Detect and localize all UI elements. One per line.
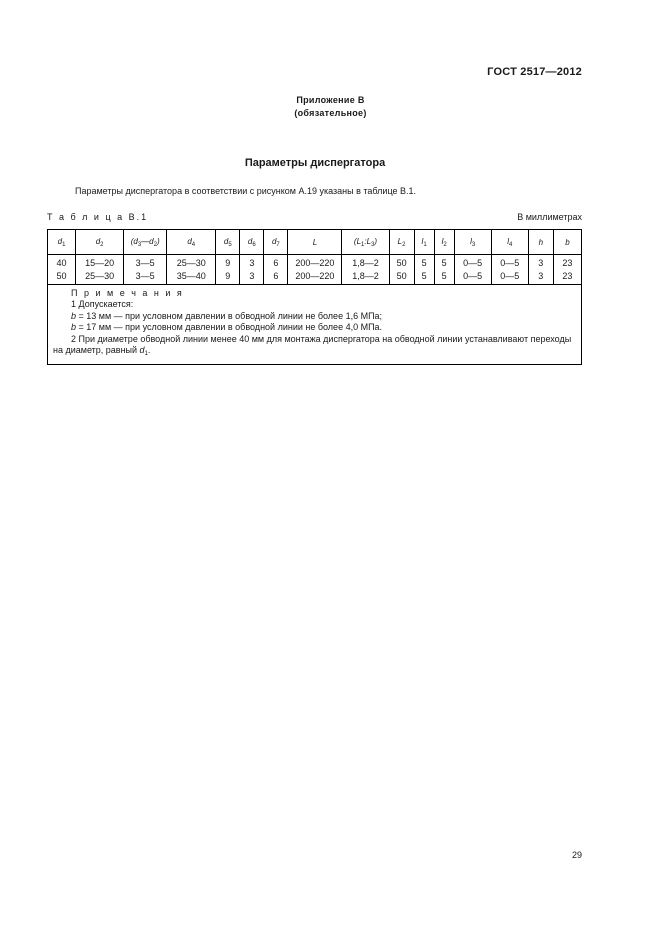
table-cell: 3 bbox=[528, 255, 553, 271]
col-header-d5: $d_5$ bbox=[216, 230, 240, 255]
note-2: 2 При диаметре обводной линии менее 40 мм для монтажа диспергатора на обводной линии устанавливают переходы на диаметр, равный $d_1$. bbox=[53, 333, 572, 358]
table-cell: 3 bbox=[240, 255, 264, 271]
col-header-L1-L3: $(L_1:L_3)$ bbox=[342, 230, 389, 255]
col-header-d4: $d_4$ bbox=[167, 230, 216, 255]
table-cell: 3 bbox=[240, 270, 264, 285]
parameters-table bbox=[47, 229, 582, 365]
table-header-row bbox=[48, 230, 582, 255]
table-cell: 9 bbox=[216, 270, 240, 285]
appendix-title: Приложение В bbox=[296, 95, 365, 105]
table-cell: 23 bbox=[553, 255, 581, 271]
table-cell: 5 bbox=[414, 270, 434, 285]
intro-paragraph: Параметры диспергатора в соответствии с рисунком А.19 указаны в таблице В.1. bbox=[75, 186, 417, 196]
table-row bbox=[48, 255, 582, 271]
table-cell: 3 bbox=[528, 270, 553, 285]
table-cell: 50 bbox=[389, 270, 414, 285]
table-cell: 200—220 bbox=[288, 255, 342, 271]
standard-number: ГОСТ 2517—2012 bbox=[487, 66, 582, 78]
col-header-d6: $d_6$ bbox=[240, 230, 264, 255]
col-header-d2: $d_2$ bbox=[76, 230, 124, 255]
table-caption: Т а б л и ц а В.1 bbox=[47, 212, 149, 222]
notes-heading: П р и м е ч а н и я bbox=[71, 288, 184, 298]
table-cell: 5 bbox=[434, 270, 454, 285]
table-cell: 5 bbox=[434, 255, 454, 271]
col-header-d1: $d_1$ bbox=[48, 230, 76, 255]
table-row bbox=[48, 270, 582, 285]
table-cell: 0—5 bbox=[454, 270, 491, 285]
table-cell: 0—5 bbox=[491, 270, 528, 285]
col-header-d3-d2: $(d_3—d_2)$ bbox=[124, 230, 167, 255]
table-cell: 50 bbox=[48, 270, 76, 285]
col-header-l1: $l_1$ bbox=[414, 230, 434, 255]
col-header-l3: $l_3$ bbox=[454, 230, 491, 255]
page-number: 29 bbox=[571, 850, 582, 860]
table-cell: 200—220 bbox=[288, 270, 342, 285]
table-cell: 35—40 bbox=[167, 270, 216, 285]
table-notes bbox=[48, 285, 582, 365]
col-header-l2: $l_2$ bbox=[434, 230, 454, 255]
table-cell: 6 bbox=[264, 270, 288, 285]
table-cell: 15—20 bbox=[76, 255, 124, 271]
table-cell: 3—5 bbox=[124, 255, 167, 271]
note-1a: b = 13 мм — при условном давлении в обводной линии не более 1,6 МПа; bbox=[71, 310, 383, 321]
table-cell: 50 bbox=[389, 255, 414, 271]
table-notes-row bbox=[48, 285, 582, 365]
table-cell: 3—5 bbox=[124, 270, 167, 285]
col-header-b: b bbox=[553, 230, 581, 255]
table-cell: 40 bbox=[48, 255, 76, 271]
table-cell: 0—5 bbox=[454, 255, 491, 271]
table-cell: 1,8—2 bbox=[342, 270, 389, 285]
col-header-d7: $d_7$ bbox=[264, 230, 288, 255]
table-cell: 25—30 bbox=[167, 255, 216, 271]
table-cell: 0—5 bbox=[491, 255, 528, 271]
table-cell: 5 bbox=[414, 255, 434, 271]
table-cell: 9 bbox=[216, 255, 240, 271]
col-header-L: L bbox=[288, 230, 342, 255]
table-cell: 23 bbox=[553, 270, 581, 285]
note-1b: b = 17 мм — при условном давлении в обводной линии не более 4,0 МПа. bbox=[71, 322, 383, 333]
appendix-status: (обязательное) bbox=[294, 108, 367, 118]
table-cell: 6 bbox=[264, 255, 288, 271]
table-cell: 1,8—2 bbox=[342, 255, 389, 271]
col-header-h: h bbox=[528, 230, 553, 255]
section-title: Параметры диспергатора bbox=[244, 157, 386, 169]
col-header-l4: $l_4$ bbox=[491, 230, 528, 255]
table-cell: 25—30 bbox=[76, 270, 124, 285]
col-header-L2: $L_2$ bbox=[389, 230, 414, 255]
note-1: 1 Допускается: bbox=[71, 299, 134, 310]
table-units: В миллиметрах bbox=[517, 212, 582, 222]
